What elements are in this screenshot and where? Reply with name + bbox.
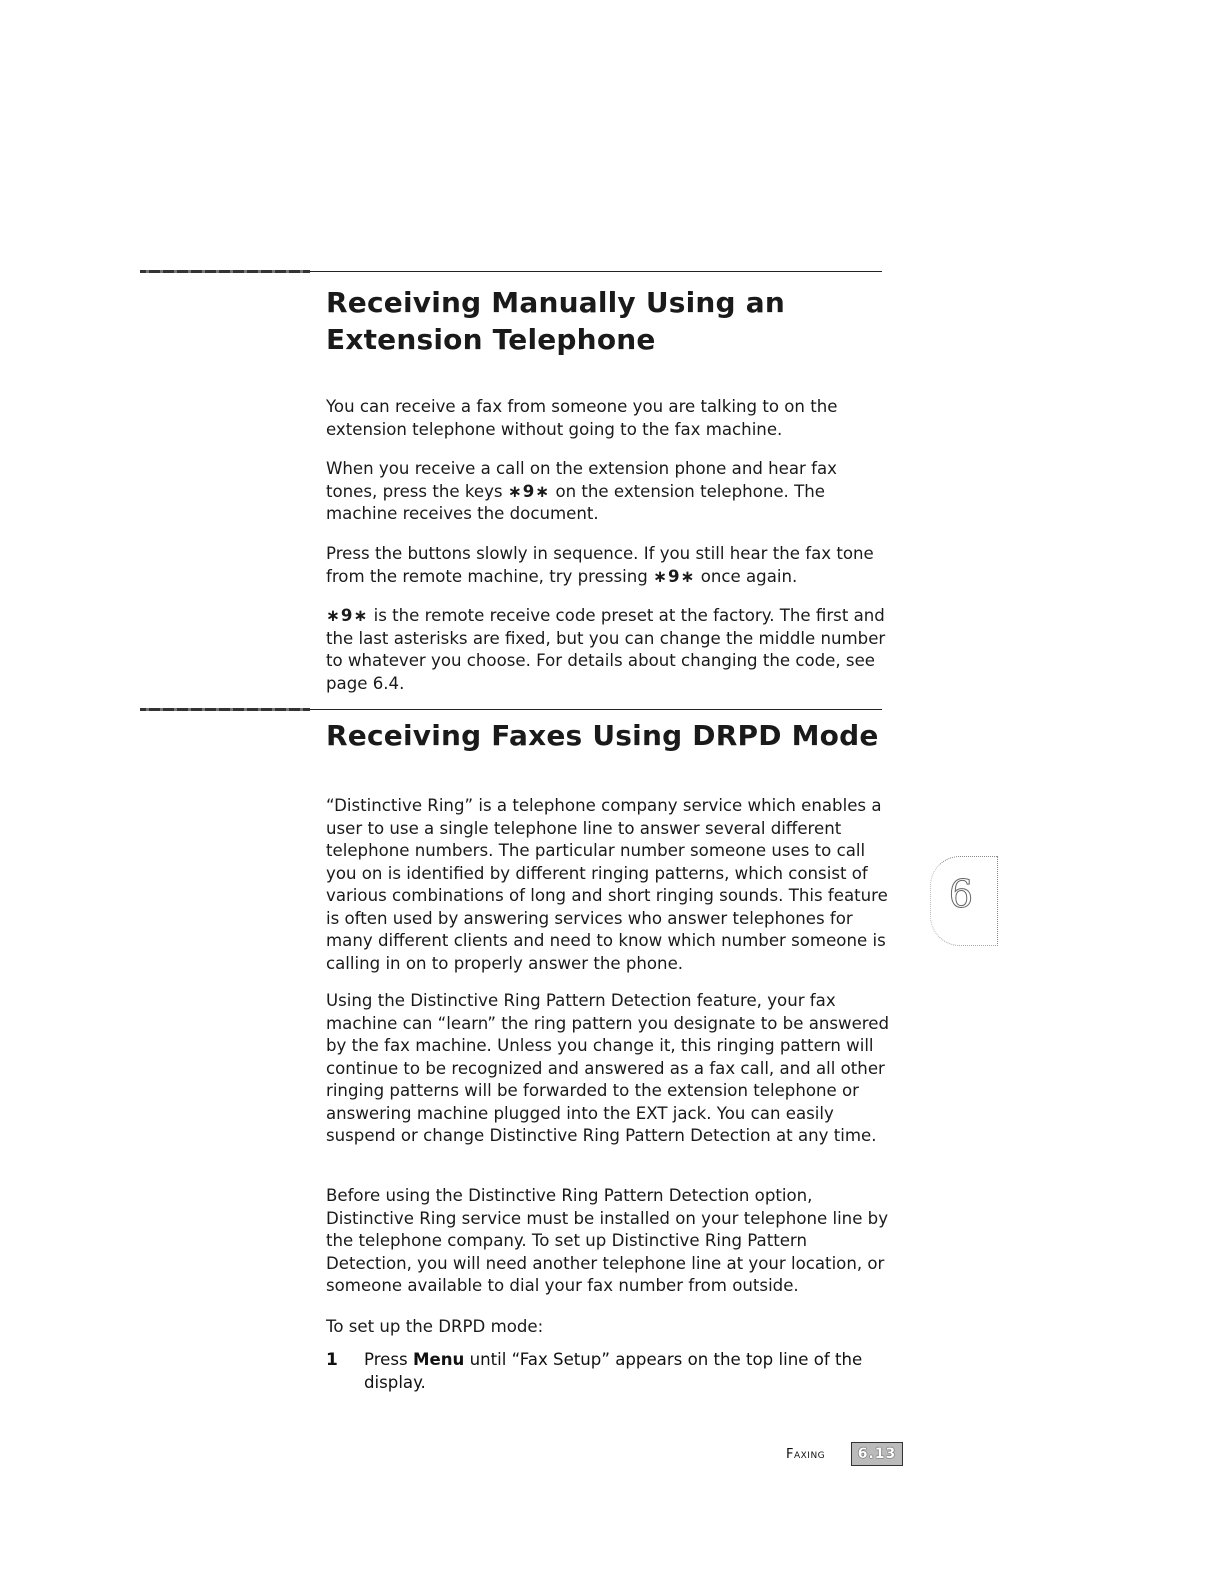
paragraph-text: on the extension telephone. The machine receives the document. (326, 481, 825, 523)
section2-title: Receiving Faxes Using DRPD Mode (326, 719, 879, 752)
section1-paragraph-3 (326, 543, 890, 588)
section2-paragraph-2: Using the Distinctive Ring Pattern Detection feature, your fax machine can “learn” the ring pattern you designate to be answered by the fax machine. Unless you change it, this ringing pattern will continue to be recognized and answered as a fax call, and all other ringing patterns will be forwarded to the extension telephone or answering machine plugged into the EXT jack. You can easily suspend or change Distinctive Ring Pattern Detection at any time. (326, 991, 890, 1145)
section2-paragraph-1: “Distinctive Ring” is a telephone company service which enables a user to use a single telephone line to answer several different telephone numbers. The particular number someone uses to call you on is identified by different ringing patterns, which consist of various combinations of long and short ringing sounds. This feature is often used by answering services who answer telephones for many different clients and need to know which number someone is calling in on to properly answer the phone. (326, 796, 888, 973)
section2-paragraph-4: To set up the DRPD mode: (326, 1317, 544, 1336)
remote-code: ∗9∗ (653, 566, 696, 586)
section1-paragraph-1: You can receive a fax from someone you are talking to on the extension telephone without going to the fax machine. (326, 397, 838, 439)
paragraph-text: once again. (695, 566, 798, 586)
step-text-part: Press (364, 1350, 413, 1369)
step-number: 1 (326, 1350, 338, 1370)
paragraph-text: is the remote receive code preset at the factory. The first and the last asterisks are fixed, but you can change the middle number to whatever you choose. For details about changing the code, see page 6.4. (326, 606, 886, 693)
chapter-tab-number: 6 (948, 872, 974, 916)
section2-paragraph-3: Before using the Distinctive Ring Pattern Detection option, Distinctive Ring service must be installed on your telephone line by the telephone company. To set up Distinctive Ring Pattern Detection, you will need another telephone line at your location, or someone available to dial your fax number from outside. (326, 1186, 889, 1295)
section-divider-accent (140, 708, 310, 711)
section-divider-accent (140, 270, 310, 273)
step-text (364, 1349, 890, 1394)
section-divider (310, 271, 882, 272)
section1-title-line2: Extension Telephone (326, 323, 656, 356)
section1-paragraph-2 (326, 458, 890, 526)
paragraph-text: When you receive a call on the extension phone and hear fax tones, press the keys (326, 459, 837, 501)
menu-key-label: Menu (412, 1350, 465, 1369)
step-text-part: until “Fax Setup” appears on the top line of the display. (364, 1350, 863, 1392)
section1-paragraph-4 (326, 605, 890, 695)
section-divider (310, 709, 882, 710)
page-number: 6.13 (851, 1442, 903, 1466)
paragraph-text: Press the buttons slowly in sequence. If you still hear the fax tone from the remote machine, try pressing (326, 544, 874, 586)
footer-chapter-label: Faxing (786, 1447, 826, 1462)
remote-code: ∗9∗ (326, 606, 369, 625)
section1-title-line1: Receiving Manually Using an (326, 286, 785, 319)
remote-code: ∗9∗ (507, 481, 551, 501)
